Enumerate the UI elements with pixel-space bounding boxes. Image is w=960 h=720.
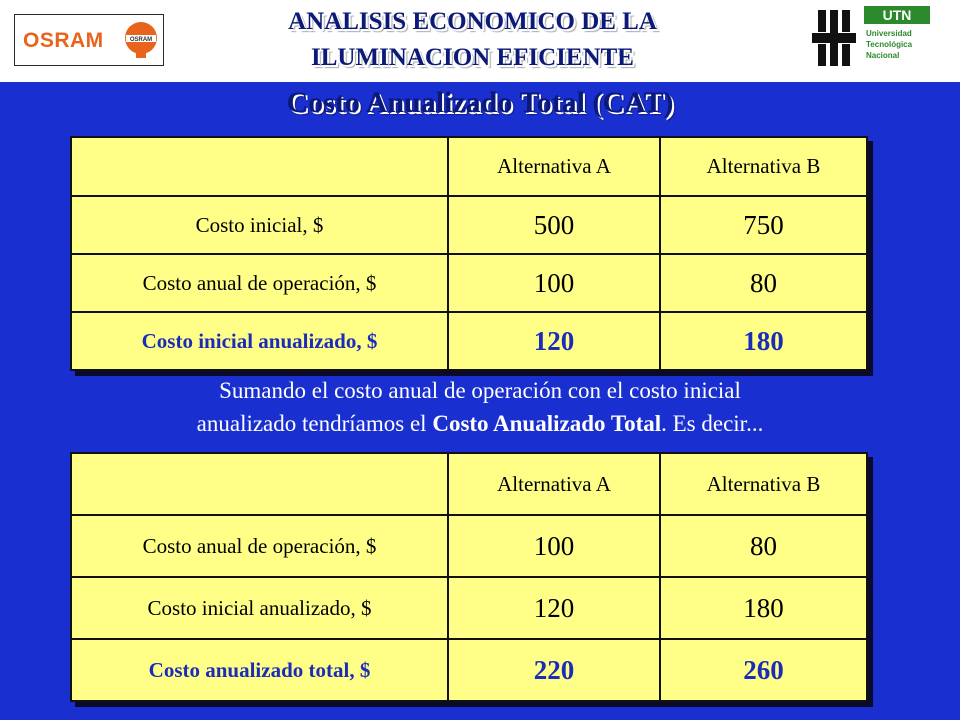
page-title-line1: ANALISIS ECONOMICO DE LA bbox=[288, 8, 657, 35]
utn-sub-line: Tecnológica bbox=[866, 40, 913, 49]
table-row-highlight bbox=[71, 639, 867, 701]
value-a: 120 bbox=[448, 312, 660, 370]
value-a: 220 bbox=[448, 639, 660, 701]
value-b: 180 bbox=[660, 312, 867, 370]
column-header-b: Alternativa B bbox=[660, 137, 867, 196]
column-header-b: Alternativa B bbox=[660, 453, 867, 515]
value-a: 120 bbox=[448, 577, 660, 639]
row-label: Costo anual de operación, $ bbox=[71, 515, 448, 577]
row-label: Costo inicial, $ bbox=[71, 196, 448, 254]
cost-table-total bbox=[70, 452, 868, 702]
value-b: 80 bbox=[660, 254, 867, 312]
utn-logo bbox=[808, 4, 934, 72]
table-row bbox=[71, 196, 867, 254]
cost-table-initial bbox=[70, 136, 868, 371]
row-label: Costo inicial anualizado, $ bbox=[71, 577, 448, 639]
utn-emblem-icon bbox=[810, 6, 858, 70]
column-header-a: Alternativa A bbox=[448, 453, 660, 515]
explanation-emphasis: Costo Anualizado Total bbox=[432, 411, 662, 436]
utn-sub-line: Universidad bbox=[866, 29, 912, 38]
value-b: 750 bbox=[660, 196, 867, 254]
explanation-line2-post: . Es decir... bbox=[661, 411, 764, 436]
section-title: Costo Anualizado Total (CAT) bbox=[286, 86, 674, 119]
value-a: 100 bbox=[448, 515, 660, 577]
table-row bbox=[71, 515, 867, 577]
table-header-row bbox=[71, 137, 867, 196]
osram-logo bbox=[14, 14, 164, 66]
column-header-a: Alternativa A bbox=[448, 137, 660, 196]
row-label: Costo anualizado total, $ bbox=[71, 639, 448, 701]
osram-bulb-icon bbox=[123, 21, 159, 59]
osram-bulb-text: OSRAM bbox=[129, 37, 153, 43]
value-b: 180 bbox=[660, 577, 867, 639]
value-a: 100 bbox=[448, 254, 660, 312]
table-corner-cell bbox=[71, 137, 448, 196]
table-header-row bbox=[71, 453, 867, 515]
table-corner-cell bbox=[71, 453, 448, 515]
value-b: 80 bbox=[660, 515, 867, 577]
table-row-highlight bbox=[71, 312, 867, 370]
osram-logo-text: OSRAM bbox=[23, 29, 104, 52]
utn-sub-line: Nacional bbox=[866, 51, 900, 60]
row-label: Costo inicial anualizado, $ bbox=[71, 312, 448, 370]
explanation-text bbox=[40, 374, 920, 440]
value-b: 260 bbox=[660, 639, 867, 701]
utn-subtitle bbox=[866, 28, 932, 61]
table-row bbox=[71, 577, 867, 639]
utn-name: UTN bbox=[864, 6, 930, 24]
explanation-line1: Sumando el costo anual de operación con el costo inicial bbox=[219, 378, 741, 403]
table-row bbox=[71, 254, 867, 312]
explanation-line2-pre: anualizado tendríamos el bbox=[196, 411, 433, 436]
row-label: Costo anual de operación, $ bbox=[71, 254, 448, 312]
value-a: 500 bbox=[448, 196, 660, 254]
page-title-line2: ILUMINACION EFICIENTE bbox=[311, 44, 634, 71]
